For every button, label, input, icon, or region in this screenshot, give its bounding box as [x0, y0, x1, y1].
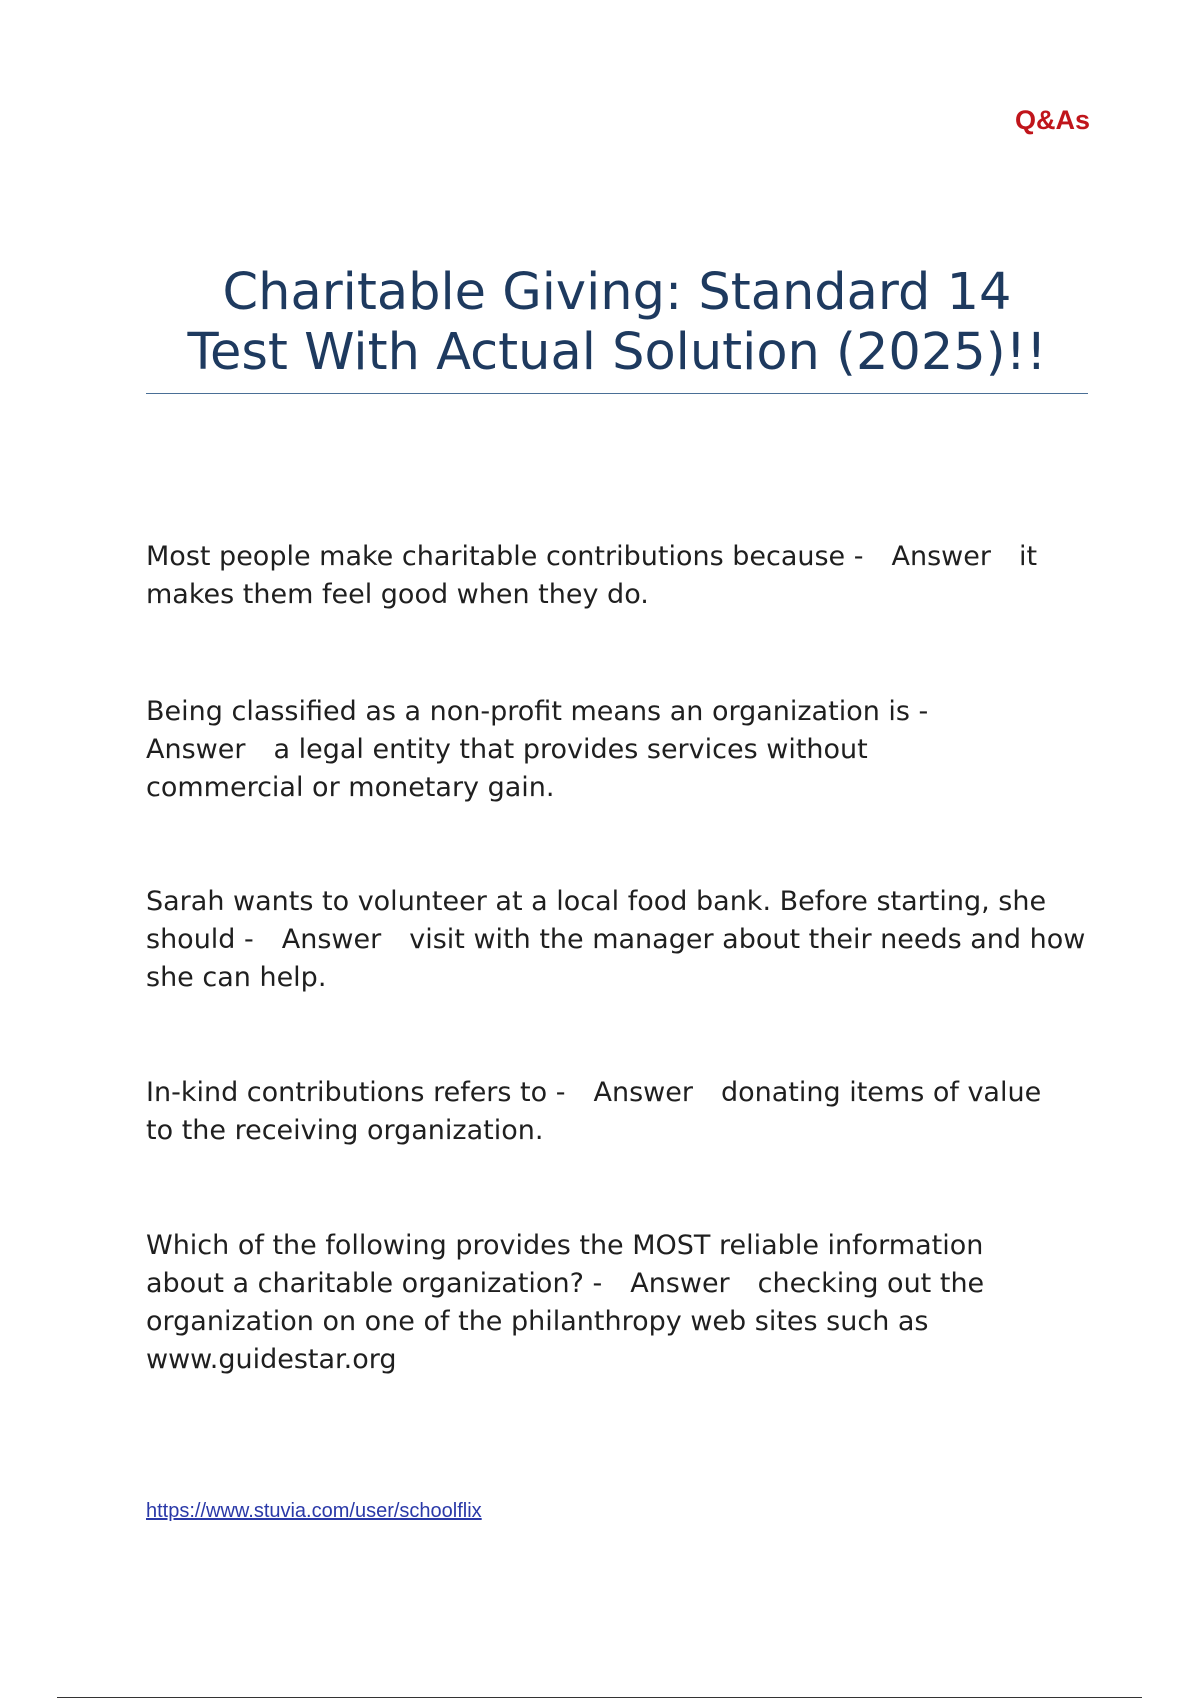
answer-text: a legal entity that provides services without commercial or monetary gain. [146, 734, 868, 803]
answer-label: Answer [593, 1077, 693, 1108]
question-text: Being classified as a non-profit means an organization is - [146, 696, 929, 727]
qa-item-2 [146, 693, 986, 807]
answer-text: checking out the organization on one of the philanthropy web sites such as www.guidestar.org [146, 1268, 985, 1375]
footer-divider [57, 1697, 1142, 1698]
document-title [146, 263, 1088, 394]
answer-label: Answer [891, 541, 991, 572]
answer-label: Answer [281, 924, 382, 955]
title-line-2: Test With Actual Solution (2025)!! [187, 323, 1047, 382]
answer-label: Answer [630, 1268, 730, 1299]
source-link[interactable]: https://www.stuvia.com/user/schoolflix [146, 1500, 482, 1522]
answer-label: Answer [146, 734, 246, 765]
title-line-1: Charitable Giving: Standard 14 [222, 263, 1012, 322]
answer-text: visit with the manager about their needs and how she can help. [146, 924, 1086, 993]
answer-text: it makes them feel good when they do. [146, 541, 1038, 610]
qa-item-1 [146, 538, 1046, 614]
header-tag: Q&As [1014, 105, 1090, 135]
question-text: Sarah wants to volunteer at a local food bank. Before starting, she should - [146, 886, 1047, 955]
qa-item-5 [146, 1227, 1066, 1379]
question-text: Which of the following provides the MOST reliable information about a charitable organization? - [146, 1230, 984, 1299]
question-text: In-kind contributions refers to - [146, 1077, 566, 1108]
qa-item-3 [146, 883, 1096, 997]
question-text: Most people make charitable contributions because - [146, 541, 864, 572]
qa-item-4 [146, 1074, 1046, 1150]
answer-text: donating items of value to the receiving organization. [146, 1077, 1042, 1146]
